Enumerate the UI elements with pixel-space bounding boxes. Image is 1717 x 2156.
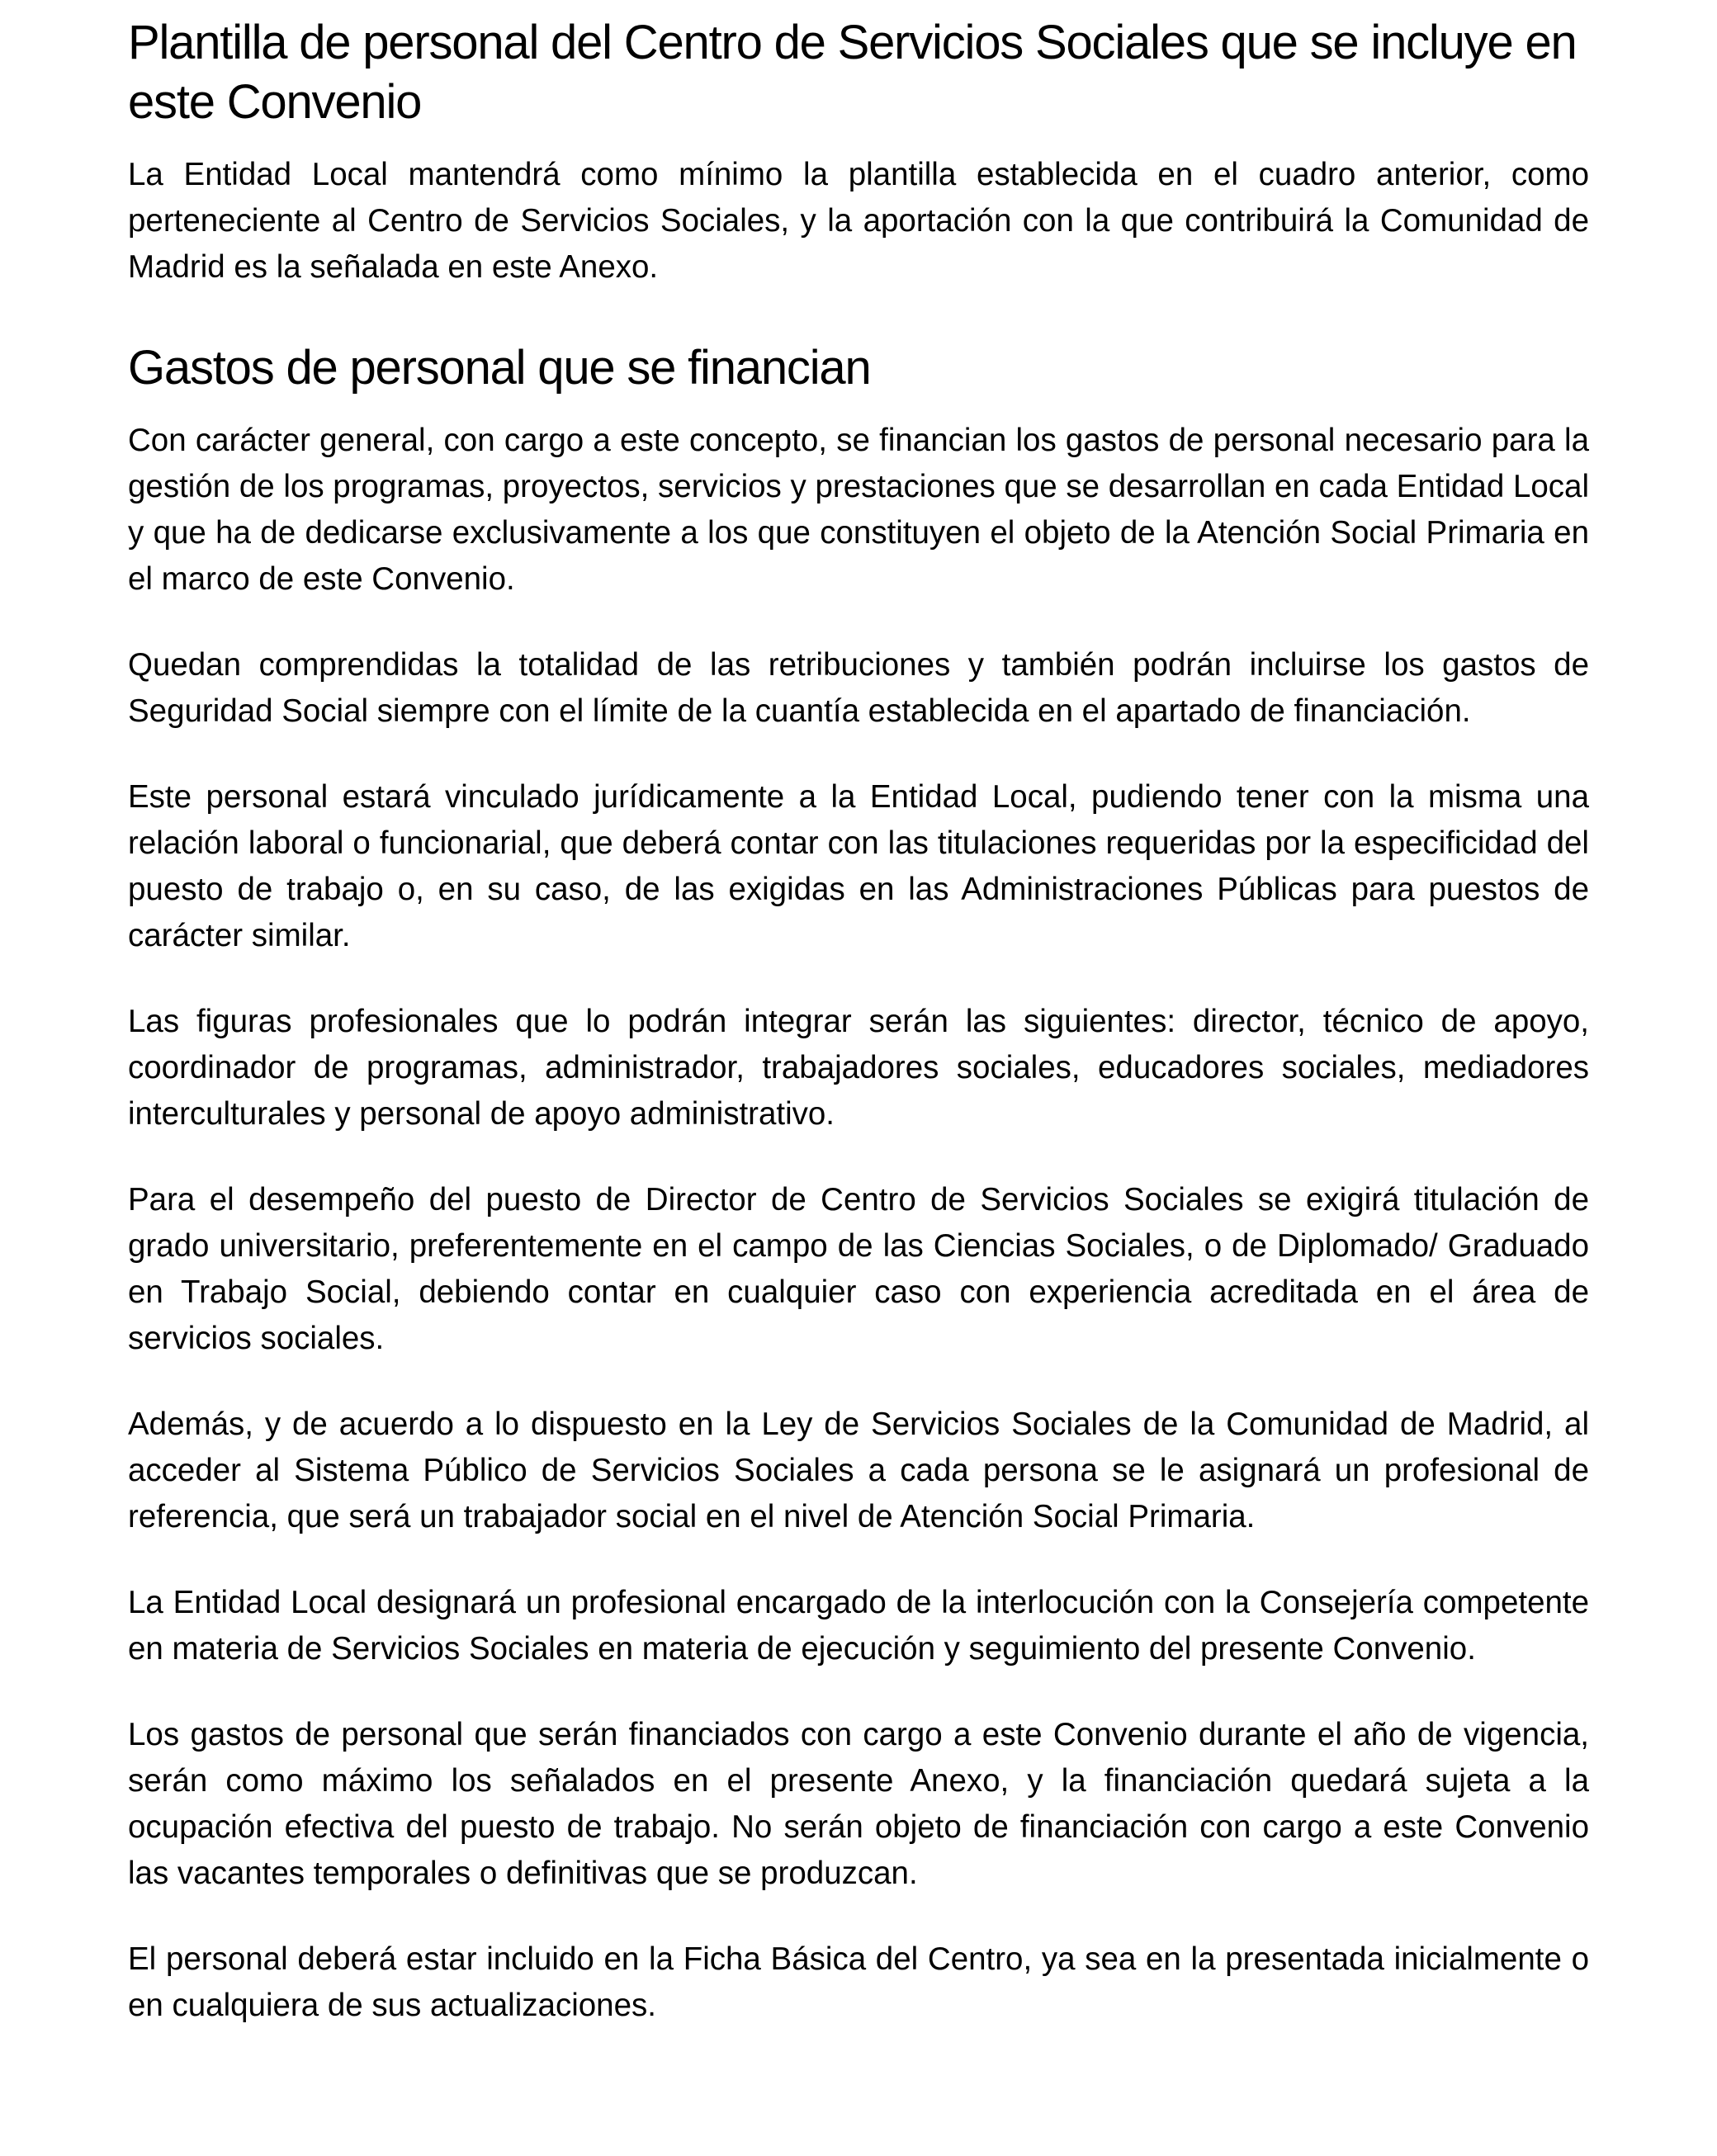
paragraph-financiacion: Los gastos de personal que serán financiados con cargo a este Convenio durante el año de vigencia, serán como máximo los señalados en el presente Anexo, y la financiación quedará sujeta a la ocupación efectiva del puesto de trabajo. No serán objeto de financiación con cargo a este Convenio las vacantes temporales o definitivas que se produzcan. xyxy=(128,1717,1589,1891)
paragraph-director: Para el desempeño del puesto de Director de Centro de Servicios Sociales se exigirá titulación de grado universitario, preferentemente en el campo de las Ciencias Sociales, o de Diplomado/ Graduado en Trabajo Social, debiendo contar en cualquier caso con experiencia acreditada en el área de servicios sociales. xyxy=(128,1182,1589,1356)
paragraph-ficha-basica: El personal deberá estar incluido en la Ficha Básica del Centro, ya sea en la presentada inicialmente o en cualquiera de sus actualizaciones. xyxy=(128,1941,1589,2023)
paragraph-plantilla: La Entidad Local mantendrá como mínimo la plantilla establecida en el cuadro anterior, como perteneciente al Centro de Servicios Sociales, y la aportación con la que contribuirá la Comunidad de Madrid es la señalada en este Anexo. xyxy=(128,157,1589,285)
paragraph-interlocucion: La Entidad Local designará un profesional encargado de la interlocución con la Consejería competente en materia de Servicios Sociales en materia de ejecución y seguimiento del presente Convenio. xyxy=(128,1585,1589,1667)
paragraph-figuras: Las figuras profesionales que lo podrán integrar serán las siguientes: director, técnico de apoyo, coordinador de programas, administrador, trabajadores sociales, educadores sociales, mediadores interculturales y personal de apoyo administrativo. xyxy=(128,1004,1589,1132)
section-heading-gastos: Gastos de personal que se financian xyxy=(128,341,871,395)
paragraph-profesional-referencia: Además, y de acuerdo a lo dispuesto en la Ley de Servicios Sociales de la Comunidad de Madrid, al acceder al Sistema Público de Servicios Sociales a cada persona se le asignará un profesional de referencia, que será un trabajador social en el nivel de Atención Social Primaria. xyxy=(128,1407,1589,1534)
document-page xyxy=(128,0,1589,2029)
section-heading-plantilla: Plantilla de personal del Centro de Servicios Sociales que se incluye en este Convenio xyxy=(128,16,1577,129)
paragraph-retribuciones: Quedan comprendidas la totalidad de las retribuciones y también podrán incluirse los gastos de Seguridad Social siempre con el límite de la cuantía establecida en el apartado de financiación. xyxy=(128,647,1589,729)
paragraph-caracter-general: Con carácter general, con cargo a este concepto, se financian los gastos de personal necesario para la gestión de los programas, proyectos, servicios y prestaciones que se desarrollan en cada Entidad Local y que ha de dedicarse exclusivamente a los que constituyen el objeto de la Atención Social Primaria en el marco de este Convenio. xyxy=(128,423,1589,597)
paragraph-vinculacion: Este personal estará vinculado jurídicamente a la Entidad Local, pudiendo tener con la misma una relación laboral o funcionarial, que deberá contar con las titulaciones requeridas por la especificidad del puesto de trabajo o, en su caso, de las exigidas en las Administraciones Públicas para puestos de carácter similar. xyxy=(128,779,1589,953)
